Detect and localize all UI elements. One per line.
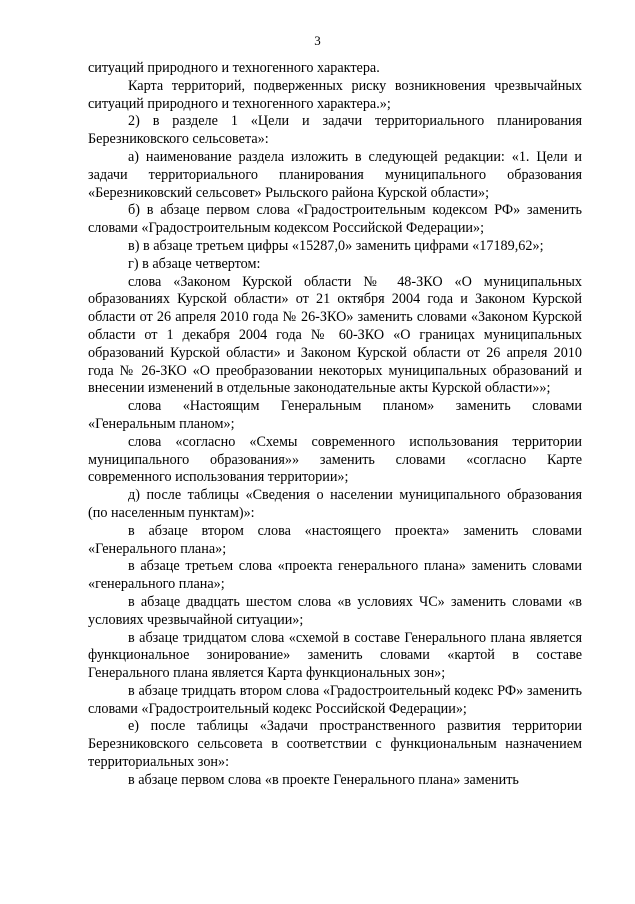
document-body	[88, 60, 582, 790]
paragraph: б) в абзаце первом слова «Градостроительным кодексом РФ» заменить словами «Градостроительным кодексом Российской Федерации»;	[88, 202, 582, 237]
paragraph: а) наименование раздела изложить в следующей редакции: «1. Цели и задачи территориального планирования муниципального образования «Березниковский сельсовет» Рыльского района Курской области»;	[88, 148, 582, 201]
paragraph: 2) в разделе 1 «Цели и задачи территориального планирования Березниковского сельсовета»:	[88, 113, 582, 148]
paragraph: в абзаце тридцать втором слова «Градостроительный кодекс РФ» заменить словами «Градостроительный кодекс Российской Федерации»;	[88, 682, 582, 717]
paragraph: в абзаце первом слова «в проекте Генерального плана» заменить	[128, 771, 519, 788]
paragraph: д) после таблицы «Сведения о населении муниципального образования (по населенным пунктам)»:	[88, 487, 582, 521]
paragraph: в абзаце третьем слова «проекта генерального плана» заменить словами «генерального плана»;	[88, 558, 582, 593]
paragraph: Карта территорий, подверженных риску возникновения чрезвычайных ситуаций природного и техногенного характера.»;	[88, 77, 582, 112]
paragraph: г) в абзаце четвертом:	[128, 255, 261, 272]
page-number: 3	[314, 33, 321, 48]
paragraph: слова «согласно «Схемы современного использования территории муниципального образования»» заменить словами «согласно Карте современного использования территории»;	[88, 433, 582, 486]
paragraph: слова «Настоящим Генеральным планом» заменить словами «Генеральным планом»;	[88, 398, 582, 432]
paragraph: ситуаций природного и техногенного характера.	[88, 60, 380, 76]
paragraph: слова «Законом Курской области № 48-ЗКО «О муниципальных образованиях Курской области» от 21 октября 2004 года и Законом Курской области от 26 апреля 2010 года № 26-ЗКО» заменить словами «Законом Курской области от 1 декабря 2004 года № 60-ЗКО «О границах муниципальных образований Курской области» и Законом Курской области от 26 апреля 2010 года № 26-ЗКО «О преобразовании некоторых муниципальных образований и внесении изменений в отдельные законодательные акты Курской области»»;	[88, 273, 582, 397]
paragraph: в) в абзаце третьем цифры «15287,0» заменить цифрами «17189,62»;	[128, 237, 544, 254]
paragraph: в абзаце тридцатом слова «схемой в составе Генерального плана является функциональное зонирование» заменить словами «картой в составе Генерального плана является Карта функциональных зон»;	[88, 629, 582, 682]
paragraph: е) после таблицы «Задачи пространственного развития территории Березниковского сельсовета в соответствии с функциональным назначением территориальных зон»:	[88, 718, 582, 771]
paragraph: в абзаце втором слова «настоящего проекта» заменить словами «Генерального плана»;	[88, 522, 582, 557]
paragraph: в абзаце двадцать шестом слова «в условиях ЧС» заменить словами «в условиях чрезвычайной ситуации»;	[88, 593, 582, 628]
